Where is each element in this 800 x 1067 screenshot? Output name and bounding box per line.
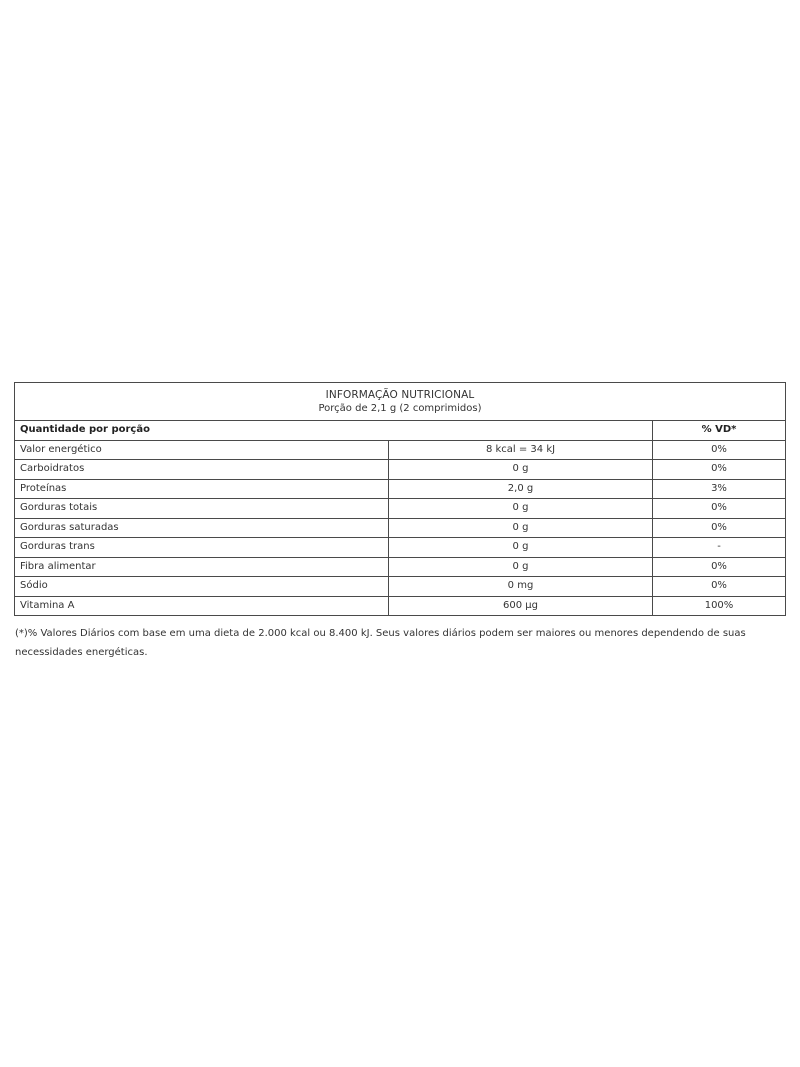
table-row [15,596,786,616]
nutrient-amount: 8 kcal = 34 kJ [389,440,653,460]
quantity-header: Quantidade por porção [15,421,653,441]
nutrient-name: Sódio [15,577,389,597]
nutrient-amount: 600 µg [389,596,653,616]
nutrient-vd: 100% [653,596,786,616]
nutrient-amount: 0 g [389,557,653,577]
nutrient-name: Gorduras totais [15,499,389,519]
footnote [14,624,785,662]
footnote-line: necessidades energéticas. [15,647,148,658]
nutrient-amount: 0 g [389,538,653,558]
table-header-row [15,421,786,441]
nutrient-name: Proteínas [15,479,389,499]
nutrient-vd: - [653,538,786,558]
table-row [15,479,786,499]
table-row [15,577,786,597]
nutrient-amount: 0 g [389,499,653,519]
nutrient-name: Gorduras saturadas [15,518,389,538]
nutrient-name: Valor energético [15,440,389,460]
vd-header: % VD* [653,421,786,441]
nutrient-name: Fibra alimentar [15,557,389,577]
nutrition-table [14,382,786,616]
footnote-line: (*)% Valores Diários com base em uma dieta de 2.000 kcal ou 8.400 kJ. Seus valores diários podem ser maiores ou menores dependendo de suas [15,628,746,639]
nutrient-name: Carboidratos [15,460,389,480]
nutrient-vd: 0% [653,460,786,480]
nutrient-vd: 0% [653,557,786,577]
nutrition-facts [14,382,785,662]
nutrient-vd: 3% [653,479,786,499]
table-title-cell [15,383,786,421]
table-row [15,538,786,558]
nutrient-amount: 2,0 g [389,479,653,499]
table-row [15,518,786,538]
table-row [15,440,786,460]
nutrient-amount: 0 g [389,518,653,538]
nutrient-vd: 0% [653,577,786,597]
table-row [15,460,786,480]
table-title: INFORMAÇÃO NUTRICIONAL [325,388,475,401]
nutrient-amount: 0 g [389,460,653,480]
nutrient-vd: 0% [653,499,786,519]
nutrient-vd: 0% [653,440,786,460]
nutrient-name: Gorduras trans [15,538,389,558]
nutrient-amount: 0 mg [389,577,653,597]
portion-text: Porção de 2,1 g (2 comprimidos) [318,402,482,414]
table-row [15,557,786,577]
nutrient-vd: 0% [653,518,786,538]
table-row [15,499,786,519]
table-title-row [15,383,786,421]
nutrient-name: Vitamina A [15,596,389,616]
